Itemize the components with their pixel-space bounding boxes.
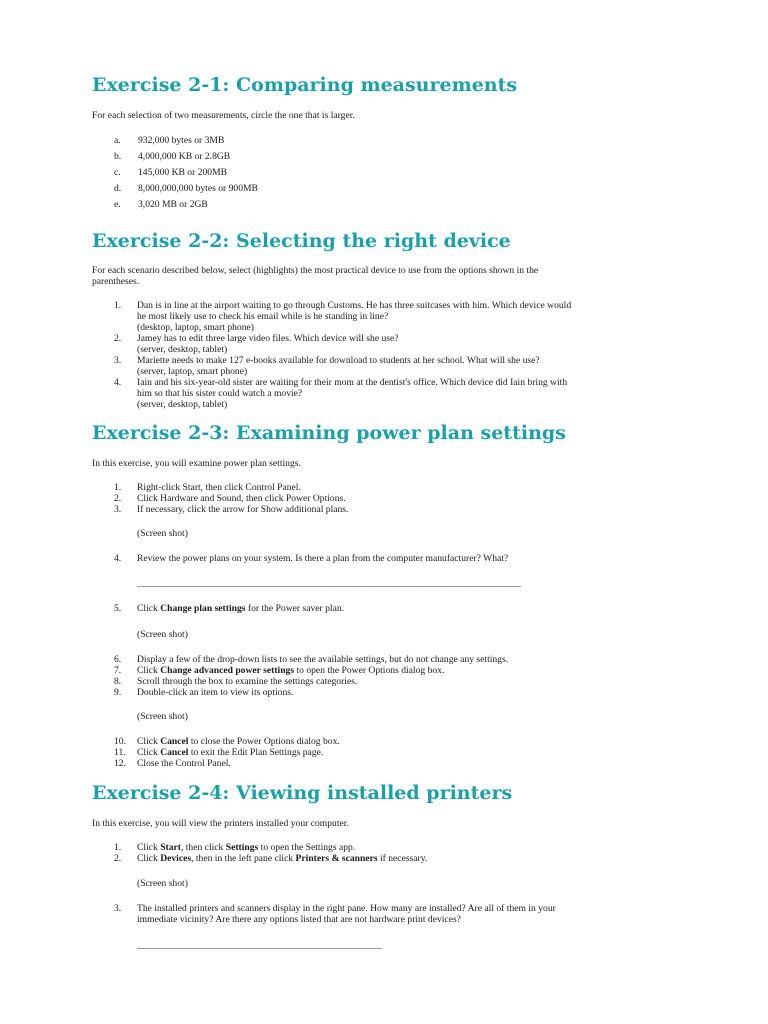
list-item: 12. Close the Control Panel.	[114, 758, 231, 769]
exercise-2-1-intro: For each selection of two measurements, circle the one that is larger.	[92, 110, 355, 121]
exercise-2-4-steps	[114, 842, 427, 864]
list-item: b. 4,000,000 KB or 2.8GB	[114, 151, 231, 162]
list-item: 1. Right-click Start, then click Control Panel.	[114, 482, 301, 493]
exercise-2-3-steps-c	[114, 736, 340, 769]
list-item: 11. Click Cancel to exit the Edit Plan Settings page.	[114, 747, 324, 758]
exercise-2-3-step-5	[114, 603, 344, 614]
list-item: 10. Click Cancel to close the Power Options dialog box.	[114, 736, 340, 747]
screen-shot-placeholder: (Screen shot)	[137, 878, 188, 889]
list-item: 2. Jamey has to edit three large video files. Which device will she use? (server, desktop, tablet)	[114, 333, 399, 355]
list-item: 4. Iain and his six-year-old sister are waiting for their mom at the dentist's office. Which device did Iain bring with him so that his sister could watch a movie? (server, desktop, tablet)	[114, 377, 568, 410]
exercise-2-1-heading: Exercise 2-1: Comparing measurements	[92, 74, 518, 96]
list-item: 6. Display a few of the drop-down lists to see the available settings, but do not change any settings.	[114, 654, 509, 665]
exercise-2-3-heading: Exercise 2-3: Examining power plan settings	[92, 422, 566, 444]
list-item: 3. If necessary, click the arrow for Show additional plans.	[114, 504, 349, 515]
exercise-2-4-step-3	[114, 903, 556, 925]
exercise-2-4-heading: Exercise 2-4: Viewing installed printers	[92, 782, 513, 804]
list-item: 9. Double-click an item to view its options.	[114, 687, 294, 698]
exercise-2-1-list	[114, 135, 258, 215]
list-item: e. 3,020 MB or 2GB	[114, 199, 208, 210]
list-item: a. 932,000 bytes or 3MB	[114, 135, 225, 146]
screen-shot-placeholder: (Screen shot)	[137, 528, 188, 539]
list-item: 5. Click Change plan settings for the Power saver plan.	[114, 603, 345, 614]
screen-shot-placeholder: (Screen shot)	[137, 711, 188, 722]
exercise-2-4-intro: In this exercise, you will view the printers installed your computer.	[92, 818, 349, 829]
list-item: 4. Review the power plans on your system. Is there a plan from the computer manufacturer? What?	[114, 553, 509, 564]
list-item: 2. Click Hardware and Sound, then click Power Options.	[114, 493, 346, 504]
exercise-2-2-intro-line-1: For each scenario described below, select (highlights) the most practical device to use from the options shown in the	[92, 265, 539, 276]
exercise-2-3-intro: In this exercise, you will examine power plan settings.	[92, 458, 301, 469]
list-item: 2. Click Devices, then in the left pane click Printers & scanners if necessary.	[114, 853, 428, 864]
list-item: c. 145,000 KB or 200MB	[114, 167, 228, 178]
list-item: 8. Scroll through the box to examine the settings categories.	[114, 676, 358, 687]
list-item: d. 8,000,000,000 bytes or 900MB	[114, 183, 258, 194]
exercise-2-2-intro-line-2: parentheses.	[92, 276, 140, 287]
screen-shot-placeholder: (Screen shot)	[137, 629, 188, 640]
exercise-2-3-step-4	[114, 553, 508, 564]
exercise-2-3-steps-b	[114, 654, 508, 698]
list-item: 3. Mariette needs to make 127 e-books available for download to students at her school. What will she use? (server, laptop, smart phone)	[114, 355, 540, 377]
exercise-2-2-list	[114, 300, 571, 410]
answer-line: ________________________________________________________________________________	[137, 578, 521, 589]
list-item: 3. The installed printers and scanners display in the right pane. How many are installed? Are all of them in your immediate vicinity? Are there any options listed that are not hardware print devices?	[114, 903, 556, 925]
exercise-2-3-steps-a	[114, 482, 348, 515]
answer-line: ___________________________________________________	[137, 940, 382, 951]
exercise-2-2-heading: Exercise 2-2: Selecting the right device	[92, 230, 511, 252]
list-item: 1. Dan is in line at the airport waiting to go through Customs. He has three suitcases with him. Which device would he most likely use to check his email while is he standing in line? (desktop, laptop, smart phone)	[114, 300, 572, 333]
list-item: 7. Click Change advanced power settings to open the Power Options dialog box.	[114, 665, 445, 676]
list-item: 1. Click Start, then click Settings to open the Settings app.	[114, 842, 356, 853]
